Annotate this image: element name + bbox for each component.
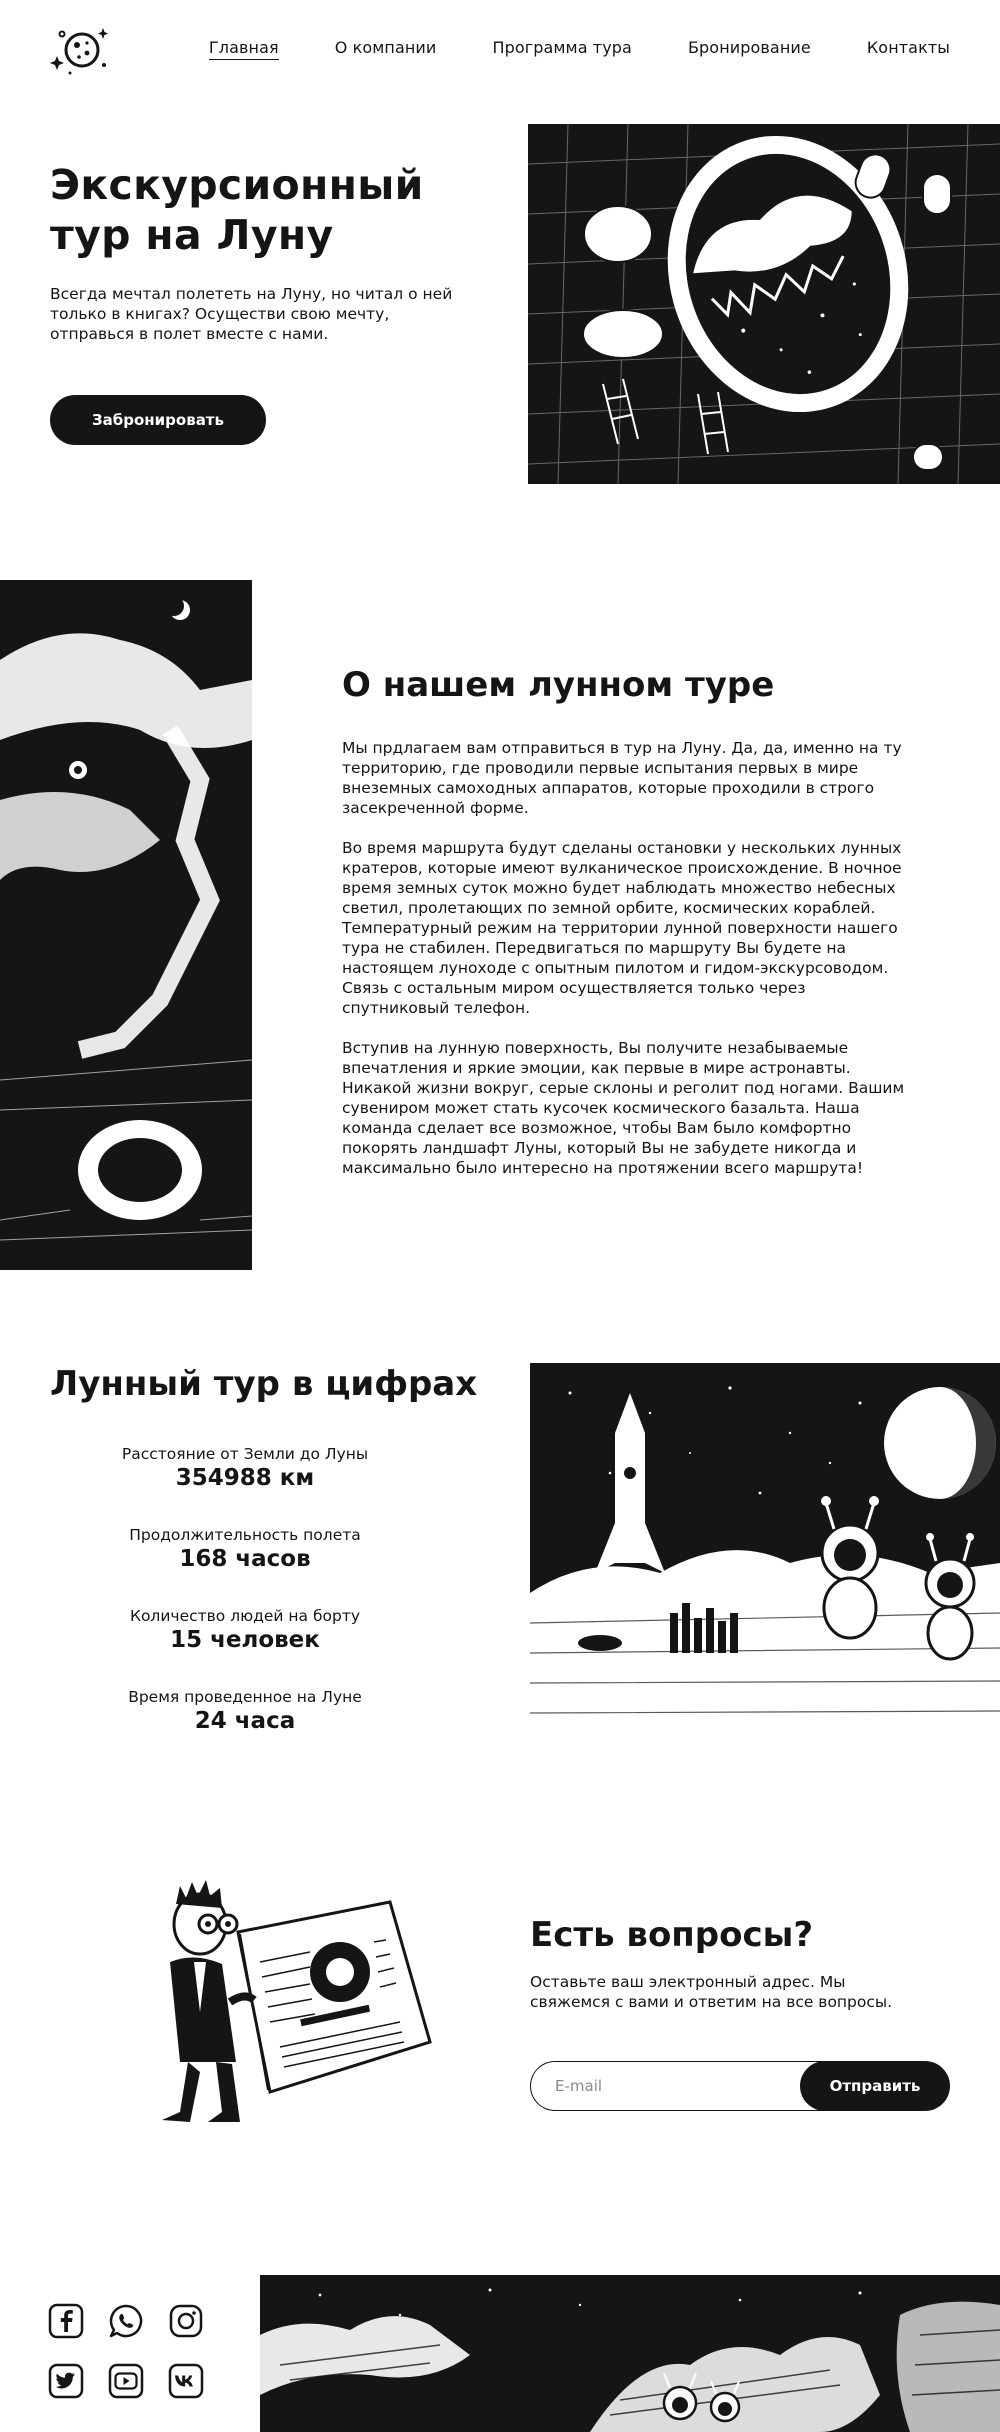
about-paragraph: Во время маршрута будут сделаны остановки у нескольких лунных кратеров, которые имеют вулканическое происхождение. В ночное время земных суток можно будет наблюдать множество небесных светил, пролетающих по земной орбите, космических кораблей. Температурный режим на территории лунной поверхности нашего тура не стабилен. Передвигаться по маршруту Вы будете на настоящем луноходе с опытным пилотом и гидом-экскурсоводом. Связь с остальным миром осуществляется только через спутниковый телефон.	[342, 839, 902, 1017]
moon-logo-icon[interactable]	[48, 20, 112, 78]
stat-value: 15 человек	[170, 1627, 320, 1653]
site-header	[0, 0, 1000, 100]
stat-label: Продолжительность полета	[129, 1526, 361, 1544]
stat-value: 354988 км	[175, 1465, 315, 1491]
stat-label: Количество людей на борту	[129, 1607, 361, 1625]
send-button[interactable]: Отправить	[800, 2061, 950, 2111]
whatsapp-icon[interactable]	[108, 2303, 144, 2339]
stat-value: 24 часа	[194, 1708, 296, 1734]
stat-label: Время проведенное на Луне	[128, 1688, 362, 1706]
stat-item	[50, 1444, 440, 1525]
hero-title: Экскурсионный тур на Луну	[50, 161, 424, 259]
stat-item	[50, 1525, 440, 1606]
book-button[interactable]: Забронировать	[50, 395, 266, 445]
vk-icon[interactable]	[168, 2363, 204, 2399]
contact-text: Оставьте ваш электронный адрес. Мы свяжемся с вами и ответим на все вопросы.	[530, 1973, 893, 2011]
stats-title: Лунный тур в цифрах	[50, 1364, 478, 1404]
nav-item-booking[interactable]: Бронирование	[687, 38, 811, 57]
twitter-icon[interactable]	[48, 2363, 84, 2399]
moon-landscape-illustration	[260, 2275, 1000, 2432]
facebook-icon[interactable]	[48, 2303, 84, 2339]
email-input[interactable]	[530, 2061, 830, 2111]
hero-text: Всегда мечтал полететь на Луну, но читал о ней только в книгах? Осуществи свою мечту, отправься в полет вместе с нами.	[50, 285, 453, 343]
stat-value: 168 часов	[179, 1546, 311, 1572]
about-paragraph: Мы прдлагаем вам отправиться в тур на Луну. Да, да, именно на ту территорию, где проводили первые испытания первых в мире внеземных самоходных аппаратов, которые проходили в строго засекреченной форме.	[342, 739, 902, 817]
main-nav	[209, 38, 950, 60]
about-paragraph: Вступив на лунную поверхность, Вы получите незабываемые впечатления и яркие эмоции, как первые в мире астронавты. Никакой жизни вокруг, серые склоны и реголит под ногами. Вашим сувениром может стать кусочек космического базальта. Наша команда сделает все возможное, чтобы Вам было комфортно покорять ландшафт Луны, который Вы не забудете никогда и максимально было интересно на протяжении всего маршрута!	[342, 1039, 905, 1177]
nav-item-contacts[interactable]: Контакты	[866, 38, 950, 57]
about-title: О нашем лунном туре	[342, 665, 775, 705]
stat-label: Расстояние от Земли до Луны	[121, 1445, 369, 1463]
rocket-astronauts-illustration	[530, 1363, 1000, 1739]
moon-window-illustration	[528, 124, 1000, 484]
subscribe-form	[530, 2061, 950, 2111]
about-body	[342, 738, 917, 1198]
moon-crater-illustration	[0, 580, 252, 1270]
stats-list	[50, 1444, 440, 1768]
nav-item-about[interactable]: О компании	[334, 38, 437, 57]
stat-item	[50, 1687, 440, 1768]
newspaper-man-illustration	[150, 1872, 440, 2137]
stat-item	[50, 1606, 440, 1687]
instagram-icon[interactable]	[168, 2303, 204, 2339]
nav-item-program[interactable]: Программа тура	[492, 38, 632, 57]
nav-item-home[interactable]: Главная	[209, 38, 279, 60]
youtube-icon[interactable]	[108, 2363, 144, 2399]
contact-title: Есть вопросы?	[530, 1915, 814, 1955]
